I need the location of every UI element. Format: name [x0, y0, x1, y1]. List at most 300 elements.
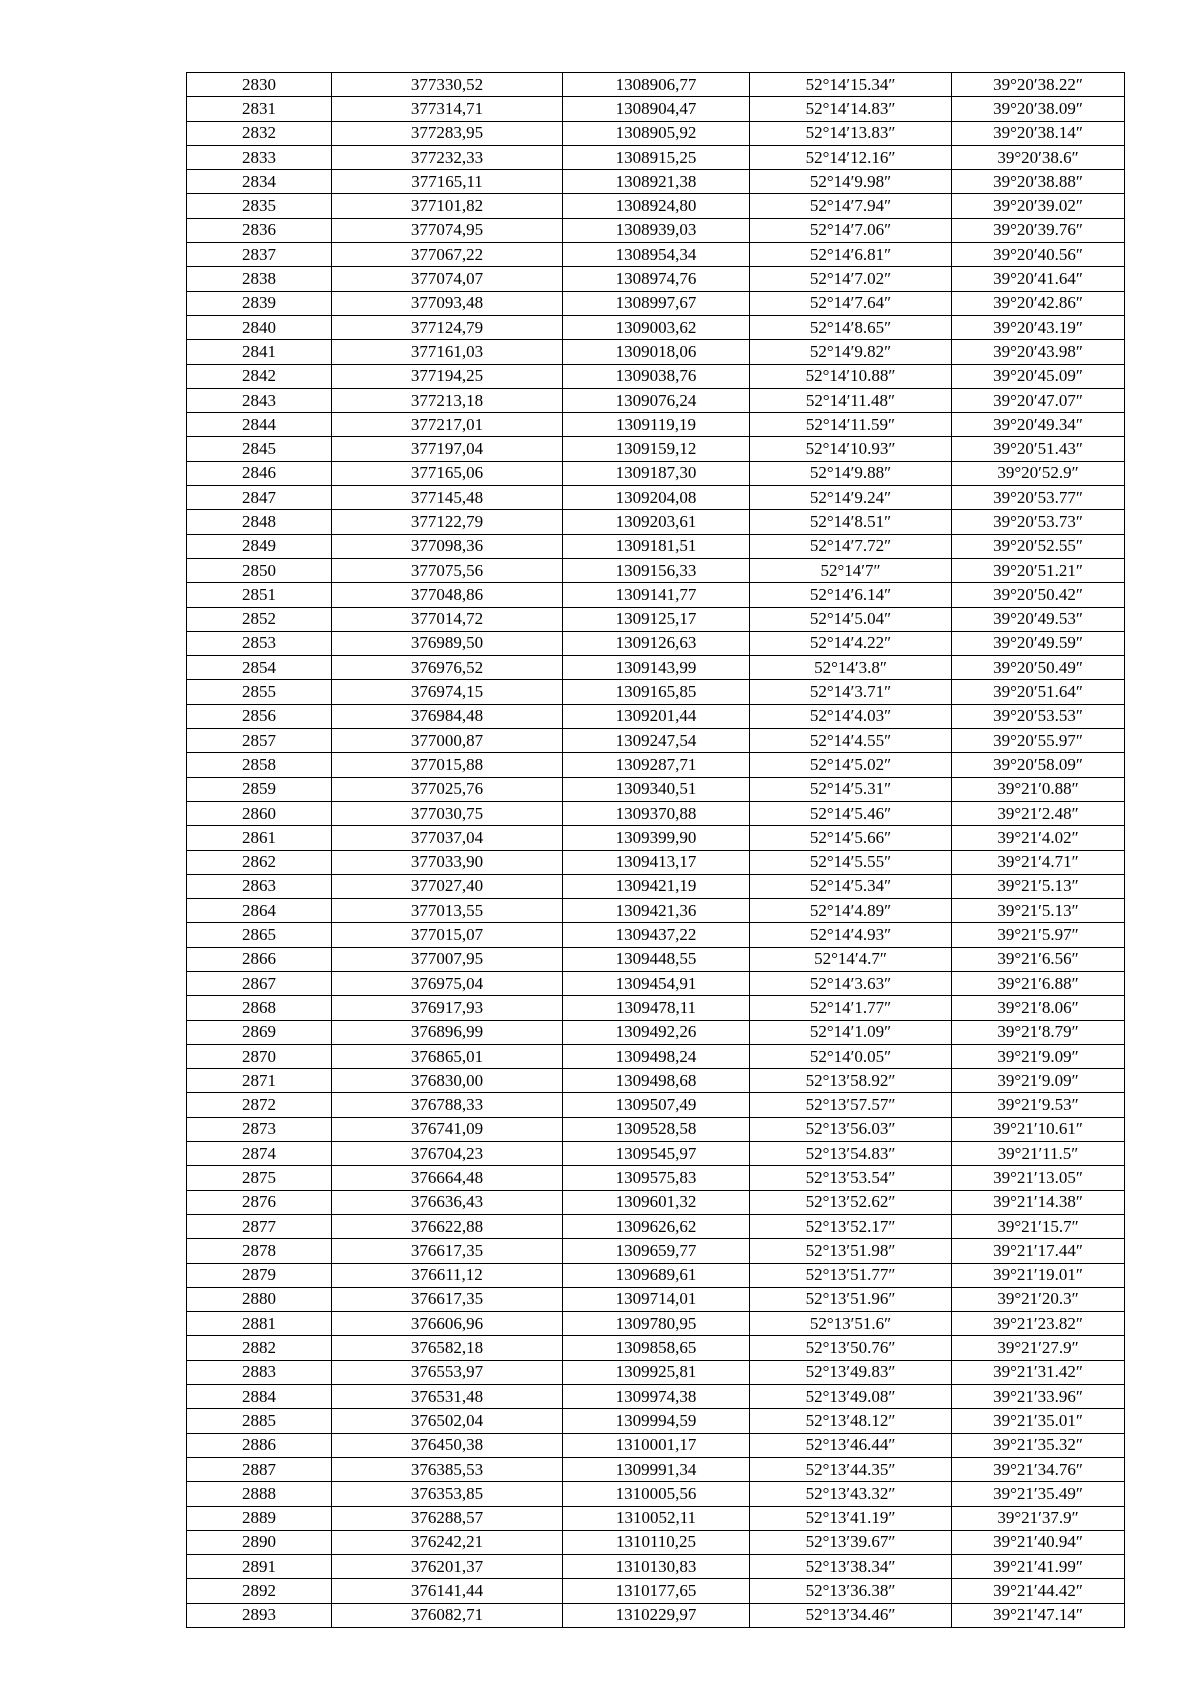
- longitude-cell: 39°20′55.97″: [952, 729, 1125, 753]
- y-coordinate-cell: 1309201,44: [563, 704, 750, 728]
- latitude-cell: 52°13′51.96″: [750, 1287, 952, 1311]
- latitude-cell: 52°14′7″: [750, 558, 952, 582]
- y-coordinate-cell: 1310229,97: [563, 1603, 750, 1627]
- point-number-cell: 2853: [187, 631, 332, 655]
- y-coordinate-cell: 1308904,47: [563, 97, 750, 121]
- table-row: [187, 291, 1125, 315]
- latitude-cell: 52°14′4.93″: [750, 923, 952, 947]
- x-coordinate-cell: 377093,48: [332, 291, 563, 315]
- x-coordinate-cell: 377101,82: [332, 194, 563, 218]
- longitude-cell: 39°20′52.55″: [952, 534, 1125, 558]
- table-row: [187, 996, 1125, 1020]
- latitude-cell: 52°14′5.46″: [750, 801, 952, 825]
- y-coordinate-cell: 1310110,25: [563, 1530, 750, 1554]
- latitude-cell: 52°14′6.14″: [750, 583, 952, 607]
- y-coordinate-cell: 1309181,51: [563, 534, 750, 558]
- table-row: [187, 145, 1125, 169]
- y-coordinate-cell: 1309125,17: [563, 607, 750, 631]
- latitude-cell: 52°13′44.35″: [750, 1457, 952, 1481]
- table-row: [187, 583, 1125, 607]
- longitude-cell: 39°20′53.53″: [952, 704, 1125, 728]
- longitude-cell: 39°21′15.7″: [952, 1214, 1125, 1238]
- longitude-cell: 39°20′51.21″: [952, 558, 1125, 582]
- x-coordinate-cell: 377213,18: [332, 388, 563, 412]
- y-coordinate-cell: 1309159,12: [563, 437, 750, 461]
- point-number-cell: 2890: [187, 1530, 332, 1554]
- table-row: [187, 1166, 1125, 1190]
- x-coordinate-cell: 376975,04: [332, 971, 563, 995]
- longitude-cell: 39°20′42.86″: [952, 291, 1125, 315]
- table-row: [187, 1214, 1125, 1238]
- x-coordinate-cell: 377283,95: [332, 121, 563, 145]
- latitude-cell: 52°13′49.83″: [750, 1360, 952, 1384]
- x-coordinate-cell: 377145,48: [332, 486, 563, 510]
- x-coordinate-cell: 376636,43: [332, 1190, 563, 1214]
- x-coordinate-cell: 376385,53: [332, 1457, 563, 1481]
- longitude-cell: 39°21′9.09″: [952, 1069, 1125, 1093]
- latitude-cell: 52°13′39.67″: [750, 1530, 952, 1554]
- latitude-cell: 52°13′52.17″: [750, 1214, 952, 1238]
- y-coordinate-cell: 1308939,03: [563, 218, 750, 242]
- x-coordinate-cell: 377232,33: [332, 145, 563, 169]
- latitude-cell: 52°14′8.51″: [750, 510, 952, 534]
- x-coordinate-cell: 377165,06: [332, 461, 563, 485]
- table-row: [187, 1603, 1125, 1627]
- longitude-cell: 39°20′53.77″: [952, 486, 1125, 510]
- point-number-cell: 2834: [187, 170, 332, 194]
- y-coordinate-cell: 1310052,11: [563, 1506, 750, 1530]
- longitude-cell: 39°21′4.71″: [952, 850, 1125, 874]
- x-coordinate-cell: 377027,40: [332, 874, 563, 898]
- latitude-cell: 52°14′11.59″: [750, 413, 952, 437]
- longitude-cell: 39°20′43.98″: [952, 340, 1125, 364]
- longitude-cell: 39°21′8.06″: [952, 996, 1125, 1020]
- x-coordinate-cell: 377194,25: [332, 364, 563, 388]
- x-coordinate-cell: 376242,21: [332, 1530, 563, 1554]
- y-coordinate-cell: 1309143,99: [563, 656, 750, 680]
- longitude-cell: 39°21′35.01″: [952, 1409, 1125, 1433]
- table-row: [187, 777, 1125, 801]
- x-coordinate-cell: 376582,18: [332, 1336, 563, 1360]
- table-row: [187, 680, 1125, 704]
- table-row: [187, 729, 1125, 753]
- table-row: [187, 947, 1125, 971]
- table-row: [187, 971, 1125, 995]
- x-coordinate-cell: 377217,01: [332, 413, 563, 437]
- y-coordinate-cell: 1309287,71: [563, 753, 750, 777]
- y-coordinate-cell: 1309601,32: [563, 1190, 750, 1214]
- y-coordinate-cell: 1309528,58: [563, 1117, 750, 1141]
- point-number-cell: 2871: [187, 1069, 332, 1093]
- table-row: [187, 850, 1125, 874]
- point-number-cell: 2851: [187, 583, 332, 607]
- latitude-cell: 52°14′5.02″: [750, 753, 952, 777]
- x-coordinate-cell: 376531,48: [332, 1385, 563, 1409]
- table-row: [187, 1579, 1125, 1603]
- longitude-cell: 39°20′49.53″: [952, 607, 1125, 631]
- y-coordinate-cell: 1309659,77: [563, 1239, 750, 1263]
- table-row: [187, 461, 1125, 485]
- point-number-cell: 2830: [187, 73, 332, 97]
- table-row: [187, 1287, 1125, 1311]
- longitude-cell: 39°20′38.88″: [952, 170, 1125, 194]
- point-number-cell: 2831: [187, 97, 332, 121]
- table-row: [187, 97, 1125, 121]
- table-row: [187, 364, 1125, 388]
- table-row: [187, 1457, 1125, 1481]
- point-number-cell: 2832: [187, 121, 332, 145]
- point-number-cell: 2858: [187, 753, 332, 777]
- table-row: [187, 315, 1125, 339]
- latitude-cell: 52°14′9.24″: [750, 486, 952, 510]
- point-number-cell: 2839: [187, 291, 332, 315]
- table-row: [187, 631, 1125, 655]
- longitude-cell: 39°20′45.09″: [952, 364, 1125, 388]
- x-coordinate-cell: 377124,79: [332, 315, 563, 339]
- longitude-cell: 39°21′37.9″: [952, 1506, 1125, 1530]
- y-coordinate-cell: 1309575,83: [563, 1166, 750, 1190]
- y-coordinate-cell: 1309165,85: [563, 680, 750, 704]
- x-coordinate-cell: 377165,11: [332, 170, 563, 194]
- table-row: [187, 73, 1125, 97]
- longitude-cell: 39°20′47.07″: [952, 388, 1125, 412]
- y-coordinate-cell: 1309156,33: [563, 558, 750, 582]
- x-coordinate-cell: 376606,96: [332, 1312, 563, 1336]
- table-row: [187, 437, 1125, 461]
- point-number-cell: 2884: [187, 1385, 332, 1409]
- point-number-cell: 2837: [187, 243, 332, 267]
- point-number-cell: 2861: [187, 826, 332, 850]
- latitude-cell: 52°14′12.16″: [750, 145, 952, 169]
- latitude-cell: 52°14′14.83″: [750, 97, 952, 121]
- y-coordinate-cell: 1308915,25: [563, 145, 750, 169]
- y-coordinate-cell: 1309507,49: [563, 1093, 750, 1117]
- longitude-cell: 39°20′52.9″: [952, 461, 1125, 485]
- latitude-cell: 52°13′50.76″: [750, 1336, 952, 1360]
- longitude-cell: 39°21′4.02″: [952, 826, 1125, 850]
- point-number-cell: 2863: [187, 874, 332, 898]
- y-coordinate-cell: 1309858,65: [563, 1336, 750, 1360]
- latitude-cell: 52°13′58.92″: [750, 1069, 952, 1093]
- longitude-cell: 39°20′50.42″: [952, 583, 1125, 607]
- x-coordinate-cell: 376617,35: [332, 1239, 563, 1263]
- x-coordinate-cell: 377000,87: [332, 729, 563, 753]
- longitude-cell: 39°21′17.44″: [952, 1239, 1125, 1263]
- longitude-cell: 39°21′35.49″: [952, 1482, 1125, 1506]
- table-row: [187, 1263, 1125, 1287]
- latitude-cell: 52°14′7.02″: [750, 267, 952, 291]
- longitude-cell: 39°21′5.13″: [952, 874, 1125, 898]
- table-row: [187, 1117, 1125, 1141]
- longitude-cell: 39°20′50.49″: [952, 656, 1125, 680]
- longitude-cell: 39°21′35.32″: [952, 1433, 1125, 1457]
- y-coordinate-cell: 1308974,76: [563, 267, 750, 291]
- x-coordinate-cell: 377098,36: [332, 534, 563, 558]
- latitude-cell: 52°14′1.77″: [750, 996, 952, 1020]
- y-coordinate-cell: 1309991,34: [563, 1457, 750, 1481]
- point-number-cell: 2872: [187, 1093, 332, 1117]
- point-number-cell: 2855: [187, 680, 332, 704]
- y-coordinate-cell: 1309626,62: [563, 1214, 750, 1238]
- longitude-cell: 39°20′49.59″: [952, 631, 1125, 655]
- latitude-cell: 52°14′9.88″: [750, 461, 952, 485]
- point-number-cell: 2846: [187, 461, 332, 485]
- y-coordinate-cell: 1309141,77: [563, 583, 750, 607]
- table-row: [187, 874, 1125, 898]
- longitude-cell: 39°20′51.64″: [952, 680, 1125, 704]
- table-row: [187, 1020, 1125, 1044]
- latitude-cell: 52°14′9.82″: [750, 340, 952, 364]
- y-coordinate-cell: 1309247,54: [563, 729, 750, 753]
- y-coordinate-cell: 1309003,62: [563, 315, 750, 339]
- y-coordinate-cell: 1308906,77: [563, 73, 750, 97]
- x-coordinate-cell: 377074,95: [332, 218, 563, 242]
- longitude-cell: 39°20′38.22″: [952, 73, 1125, 97]
- latitude-cell: 52°14′5.66″: [750, 826, 952, 850]
- latitude-cell: 52°14′7.64″: [750, 291, 952, 315]
- y-coordinate-cell: 1309119,19: [563, 413, 750, 437]
- y-coordinate-cell: 1308905,92: [563, 121, 750, 145]
- point-number-cell: 2849: [187, 534, 332, 558]
- x-coordinate-cell: 376976,52: [332, 656, 563, 680]
- longitude-cell: 39°20′40.56″: [952, 243, 1125, 267]
- y-coordinate-cell: 1309421,19: [563, 874, 750, 898]
- y-coordinate-cell: 1309399,90: [563, 826, 750, 850]
- longitude-cell: 39°20′38.6″: [952, 145, 1125, 169]
- point-number-cell: 2891: [187, 1555, 332, 1579]
- point-number-cell: 2860: [187, 801, 332, 825]
- table-row: [187, 923, 1125, 947]
- longitude-cell: 39°20′49.34″: [952, 413, 1125, 437]
- point-number-cell: 2842: [187, 364, 332, 388]
- latitude-cell: 52°13′49.08″: [750, 1385, 952, 1409]
- point-number-cell: 2869: [187, 1020, 332, 1044]
- point-number-cell: 2881: [187, 1312, 332, 1336]
- longitude-cell: 39°21′0.88″: [952, 777, 1125, 801]
- latitude-cell: 52°14′4.03″: [750, 704, 952, 728]
- point-number-cell: 2867: [187, 971, 332, 995]
- y-coordinate-cell: 1309126,63: [563, 631, 750, 655]
- table-row: [187, 1506, 1125, 1530]
- point-number-cell: 2838: [187, 267, 332, 291]
- x-coordinate-cell: 376553,97: [332, 1360, 563, 1384]
- y-coordinate-cell: 1308997,67: [563, 291, 750, 315]
- latitude-cell: 52°14′4.22″: [750, 631, 952, 655]
- table-row: [187, 801, 1125, 825]
- table-row: [187, 753, 1125, 777]
- x-coordinate-cell: 376622,88: [332, 1214, 563, 1238]
- longitude-cell: 39°21′13.05″: [952, 1166, 1125, 1190]
- latitude-cell: 52°14′1.09″: [750, 1020, 952, 1044]
- coordinates-table: [186, 72, 1125, 1628]
- x-coordinate-cell: 376141,44: [332, 1579, 563, 1603]
- latitude-cell: 52°14′10.88″: [750, 364, 952, 388]
- y-coordinate-cell: 1310177,65: [563, 1579, 750, 1603]
- x-coordinate-cell: 377015,07: [332, 923, 563, 947]
- table-row: [187, 607, 1125, 631]
- table-row: [187, 1433, 1125, 1457]
- table-row: [187, 1360, 1125, 1384]
- table-row: [187, 194, 1125, 218]
- table-row: [187, 243, 1125, 267]
- longitude-cell: 39°21′9.53″: [952, 1093, 1125, 1117]
- latitude-cell: 52°13′48.12″: [750, 1409, 952, 1433]
- table-row: [187, 1069, 1125, 1093]
- y-coordinate-cell: 1309421,36: [563, 899, 750, 923]
- point-number-cell: 2845: [187, 437, 332, 461]
- point-number-cell: 2885: [187, 1409, 332, 1433]
- point-number-cell: 2847: [187, 486, 332, 510]
- longitude-cell: 39°21′11.5″: [952, 1142, 1125, 1166]
- point-number-cell: 2889: [187, 1506, 332, 1530]
- latitude-cell: 52°13′38.34″: [750, 1555, 952, 1579]
- x-coordinate-cell: 377015,88: [332, 753, 563, 777]
- latitude-cell: 52°13′51.98″: [750, 1239, 952, 1263]
- latitude-cell: 52°13′46.44″: [750, 1433, 952, 1457]
- table-row: [187, 1190, 1125, 1214]
- latitude-cell: 52°13′51.77″: [750, 1263, 952, 1287]
- point-number-cell: 2843: [187, 388, 332, 412]
- longitude-cell: 39°20′53.73″: [952, 510, 1125, 534]
- table-row: [187, 826, 1125, 850]
- table-row: [187, 267, 1125, 291]
- x-coordinate-cell: 376611,12: [332, 1263, 563, 1287]
- x-coordinate-cell: 376502,04: [332, 1409, 563, 1433]
- point-number-cell: 2886: [187, 1433, 332, 1457]
- latitude-cell: 52°13′34.46″: [750, 1603, 952, 1627]
- y-coordinate-cell: 1309454,91: [563, 971, 750, 995]
- y-coordinate-cell: 1309018,06: [563, 340, 750, 364]
- x-coordinate-cell: 376896,99: [332, 1020, 563, 1044]
- x-coordinate-cell: 377025,76: [332, 777, 563, 801]
- latitude-cell: 52°14′3.63″: [750, 971, 952, 995]
- point-number-cell: 2833: [187, 145, 332, 169]
- longitude-cell: 39°20′43.19″: [952, 315, 1125, 339]
- longitude-cell: 39°21′9.09″: [952, 1044, 1125, 1068]
- y-coordinate-cell: 1309340,51: [563, 777, 750, 801]
- longitude-cell: 39°21′31.42″: [952, 1360, 1125, 1384]
- x-coordinate-cell: 376917,93: [332, 996, 563, 1020]
- latitude-cell: 52°14′13.83″: [750, 121, 952, 145]
- point-number-cell: 2835: [187, 194, 332, 218]
- x-coordinate-cell: 376788,33: [332, 1093, 563, 1117]
- x-coordinate-cell: 377161,03: [332, 340, 563, 364]
- latitude-cell: 52°13′53.54″: [750, 1166, 952, 1190]
- point-number-cell: 2882: [187, 1336, 332, 1360]
- x-coordinate-cell: 376288,57: [332, 1506, 563, 1530]
- point-number-cell: 2876: [187, 1190, 332, 1214]
- table-row: [187, 1312, 1125, 1336]
- latitude-cell: 52°14′4.89″: [750, 899, 952, 923]
- latitude-cell: 52°14′8.65″: [750, 315, 952, 339]
- table-row: [187, 1044, 1125, 1068]
- table-row: [187, 1093, 1125, 1117]
- point-number-cell: 2875: [187, 1166, 332, 1190]
- y-coordinate-cell: 1309925,81: [563, 1360, 750, 1384]
- point-number-cell: 2874: [187, 1142, 332, 1166]
- table-row: [187, 558, 1125, 582]
- table-row: [187, 899, 1125, 923]
- table-row: [187, 656, 1125, 680]
- longitude-cell: 39°21′20.3″: [952, 1287, 1125, 1311]
- latitude-cell: 52°14′5.34″: [750, 874, 952, 898]
- longitude-cell: 39°21′34.76″: [952, 1457, 1125, 1481]
- latitude-cell: 52°14′4.55″: [750, 729, 952, 753]
- longitude-cell: 39°20′41.64″: [952, 267, 1125, 291]
- y-coordinate-cell: 1309187,30: [563, 461, 750, 485]
- latitude-cell: 52°14′6.81″: [750, 243, 952, 267]
- point-number-cell: 2841: [187, 340, 332, 364]
- longitude-cell: 39°21′6.56″: [952, 947, 1125, 971]
- y-coordinate-cell: 1308954,34: [563, 243, 750, 267]
- y-coordinate-cell: 1309203,61: [563, 510, 750, 534]
- point-number-cell: 2866: [187, 947, 332, 971]
- point-number-cell: 2862: [187, 850, 332, 874]
- point-number-cell: 2878: [187, 1239, 332, 1263]
- point-number-cell: 2857: [187, 729, 332, 753]
- x-coordinate-cell: 377067,22: [332, 243, 563, 267]
- y-coordinate-cell: 1309689,61: [563, 1263, 750, 1287]
- x-coordinate-cell: 376741,09: [332, 1117, 563, 1141]
- y-coordinate-cell: 1310001,17: [563, 1433, 750, 1457]
- longitude-cell: 39°21′5.13″: [952, 899, 1125, 923]
- table-row: [187, 1142, 1125, 1166]
- x-coordinate-cell: 377075,56: [332, 558, 563, 582]
- longitude-cell: 39°21′14.38″: [952, 1190, 1125, 1214]
- latitude-cell: 52°14′3.71″: [750, 680, 952, 704]
- longitude-cell: 39°21′8.79″: [952, 1020, 1125, 1044]
- x-coordinate-cell: 376617,35: [332, 1287, 563, 1311]
- latitude-cell: 52°14′5.31″: [750, 777, 952, 801]
- x-coordinate-cell: 377013,55: [332, 899, 563, 923]
- latitude-cell: 52°13′41.19″: [750, 1506, 952, 1530]
- y-coordinate-cell: 1309076,24: [563, 388, 750, 412]
- y-coordinate-cell: 1309498,24: [563, 1044, 750, 1068]
- point-number-cell: 2850: [187, 558, 332, 582]
- y-coordinate-cell: 1309413,17: [563, 850, 750, 874]
- point-number-cell: 2864: [187, 899, 332, 923]
- latitude-cell: 52°13′54.83″: [750, 1142, 952, 1166]
- y-coordinate-cell: 1309492,26: [563, 1020, 750, 1044]
- y-coordinate-cell: 1309204,08: [563, 486, 750, 510]
- latitude-cell: 52°14′7.72″: [750, 534, 952, 558]
- point-number-cell: 2892: [187, 1579, 332, 1603]
- longitude-cell: 39°20′39.76″: [952, 218, 1125, 242]
- point-number-cell: 2836: [187, 218, 332, 242]
- longitude-cell: 39°21′40.94″: [952, 1530, 1125, 1554]
- y-coordinate-cell: 1309714,01: [563, 1287, 750, 1311]
- point-number-cell: 2856: [187, 704, 332, 728]
- y-coordinate-cell: 1309545,97: [563, 1142, 750, 1166]
- point-number-cell: 2893: [187, 1603, 332, 1627]
- point-number-cell: 2879: [187, 1263, 332, 1287]
- table-row: [187, 388, 1125, 412]
- latitude-cell: 52°14′4.7″: [750, 947, 952, 971]
- point-number-cell: 2880: [187, 1287, 332, 1311]
- latitude-cell: 52°13′56.03″: [750, 1117, 952, 1141]
- x-coordinate-cell: 377122,79: [332, 510, 563, 534]
- point-number-cell: 2859: [187, 777, 332, 801]
- x-coordinate-cell: 377030,75: [332, 801, 563, 825]
- x-coordinate-cell: 377014,72: [332, 607, 563, 631]
- x-coordinate-cell: 377048,86: [332, 583, 563, 607]
- table-row: [187, 170, 1125, 194]
- y-coordinate-cell: 1310005,56: [563, 1482, 750, 1506]
- point-number-cell: 2877: [187, 1214, 332, 1238]
- x-coordinate-cell: 376704,23: [332, 1142, 563, 1166]
- point-number-cell: 2865: [187, 923, 332, 947]
- table-row: [187, 413, 1125, 437]
